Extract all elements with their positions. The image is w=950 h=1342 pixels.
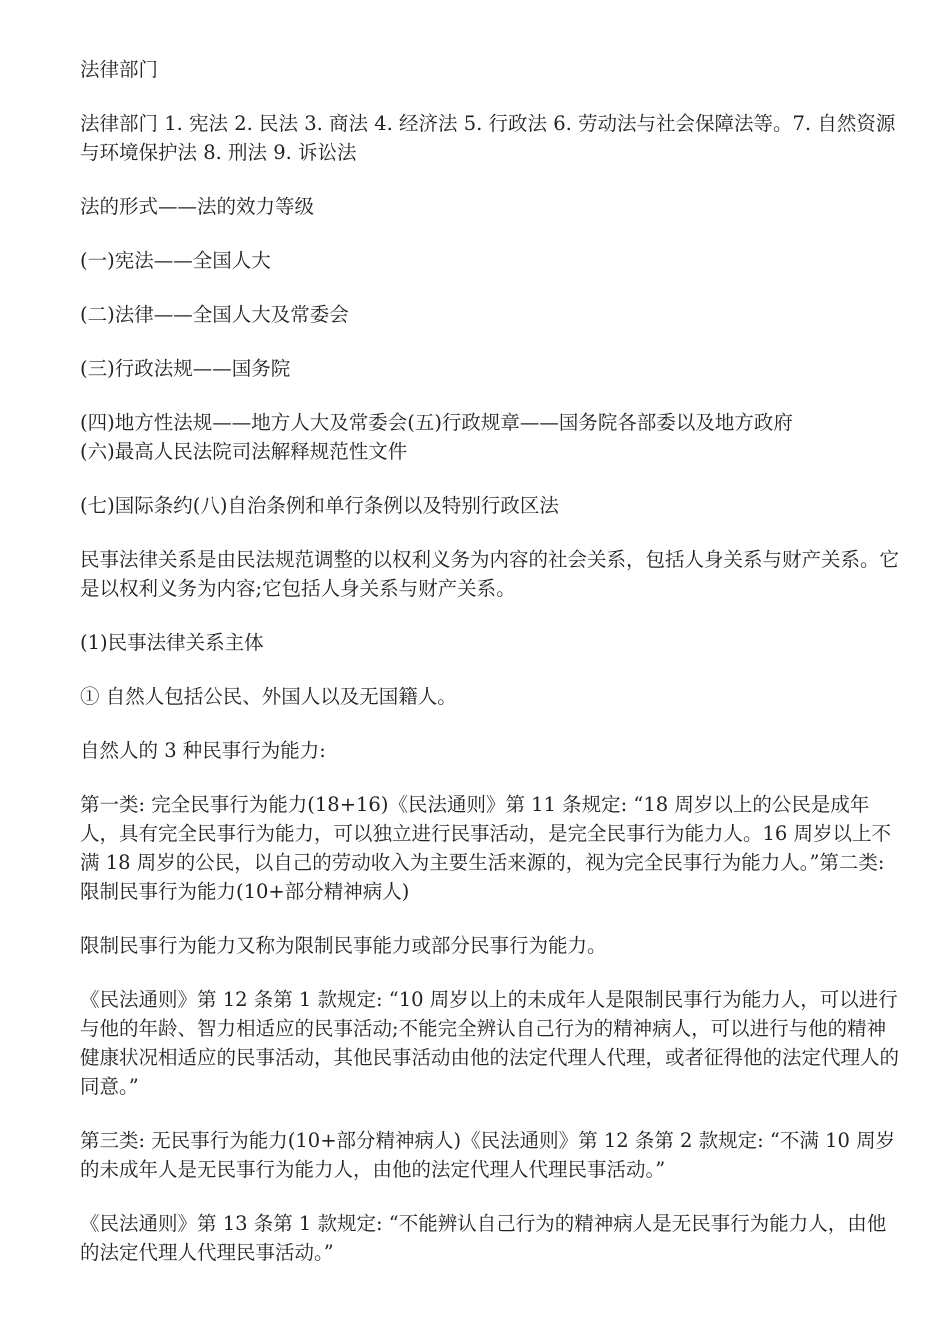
natural-person-definition: ① 自然人包括公民、外国人以及无国籍人。 (80, 685, 457, 708)
civil-legal-relation-definition: 民事法律关系是由民法规范调整的以权利义务为内容的社会关系，包括人身关系与财产关系。它是以权利义务为内容;它包括人身关系与财产关系。 (80, 548, 900, 600)
form-item-local-regulation: (四)地方性法规——地方人大及常委会(五)行政规章——国务院各部委以及地方政府 (80, 411, 793, 434)
legal-departments-list: 法律部门 1. 宪法 2. 民法 3. 商法 4. 经济法 5. 行政法 6. 劳动法与社会保障法等。7. 自然资源与环境保护法 8. 刑法 9. 诉讼法 (80, 112, 896, 164)
heading-civil-subject: (1)民事法律关系主体 (80, 631, 264, 654)
article-12-clause-1: 《民法通则》第 12 条第 1 款规定: “10 周岁以上的未成年人是限制民事行为能力人，可以进行与他的年龄、智力相适应的民事活动;不能完全辨认自己行为的精神病人，可以进行与他的精神健康状况相适应的民事活动，其他民事活动由他的法定代理人代理，或者征得他的法定代理人的同意。” (80, 988, 900, 1098)
heading-legal-departments: 法律部门 (80, 58, 159, 81)
document-page (80, 55, 900, 1292)
heading-capacity-types: 自然人的 3 种民事行为能力: (80, 739, 326, 762)
form-item-constitution: (一)宪法——全国人大 (80, 249, 271, 272)
form-item-international-treaty: (七)国际条约(八)自治条例和单行条例以及特别行政区法 (80, 494, 559, 517)
capacity-type-full: 第一类: 完全民事行为能力(18+16)《民法通则》第 11 条规定: “18 周岁以上的公民是成年人，具有完全民事行为能力，可以独立进行民事活动，是完全民事行为能力人。16 周岁以上不满 18 周岁的公民，以自己的劳动收入为主要生活来源的，视为完全民事行为能力人。”第二类: 限制民事行为能力(10+部分精神病人) (80, 793, 892, 903)
heading-legal-forms: 法的形式——法的效力等级 (80, 195, 315, 218)
capacity-type-none: 第三类: 无民事行为能力(10+部分精神病人)《民法通则》第 12 条第 2 款规定: “不满 10 周岁的未成年人是无民事行为能力人，由他的法定代理人代理民事活动。” (80, 1129, 896, 1181)
form-item-judicial-interpretation: (六)最高人民法院司法解释规范性文件 (80, 440, 408, 463)
form-item-law: (二)法律——全国人大及常委会 (80, 303, 349, 326)
form-item-administrative-regulation: (三)行政法规——国务院 (80, 357, 291, 380)
article-13-clause-1: 《民法通则》第 13 条第 1 款规定: “不能辨认自己行为的精神病人是无民事行为能力人，由他的法定代理人代理民事活动。” (80, 1212, 887, 1264)
capacity-limited-alias: 限制民事行为能力又称为限制民事能力或部分民事行为能力。 (80, 934, 607, 957)
